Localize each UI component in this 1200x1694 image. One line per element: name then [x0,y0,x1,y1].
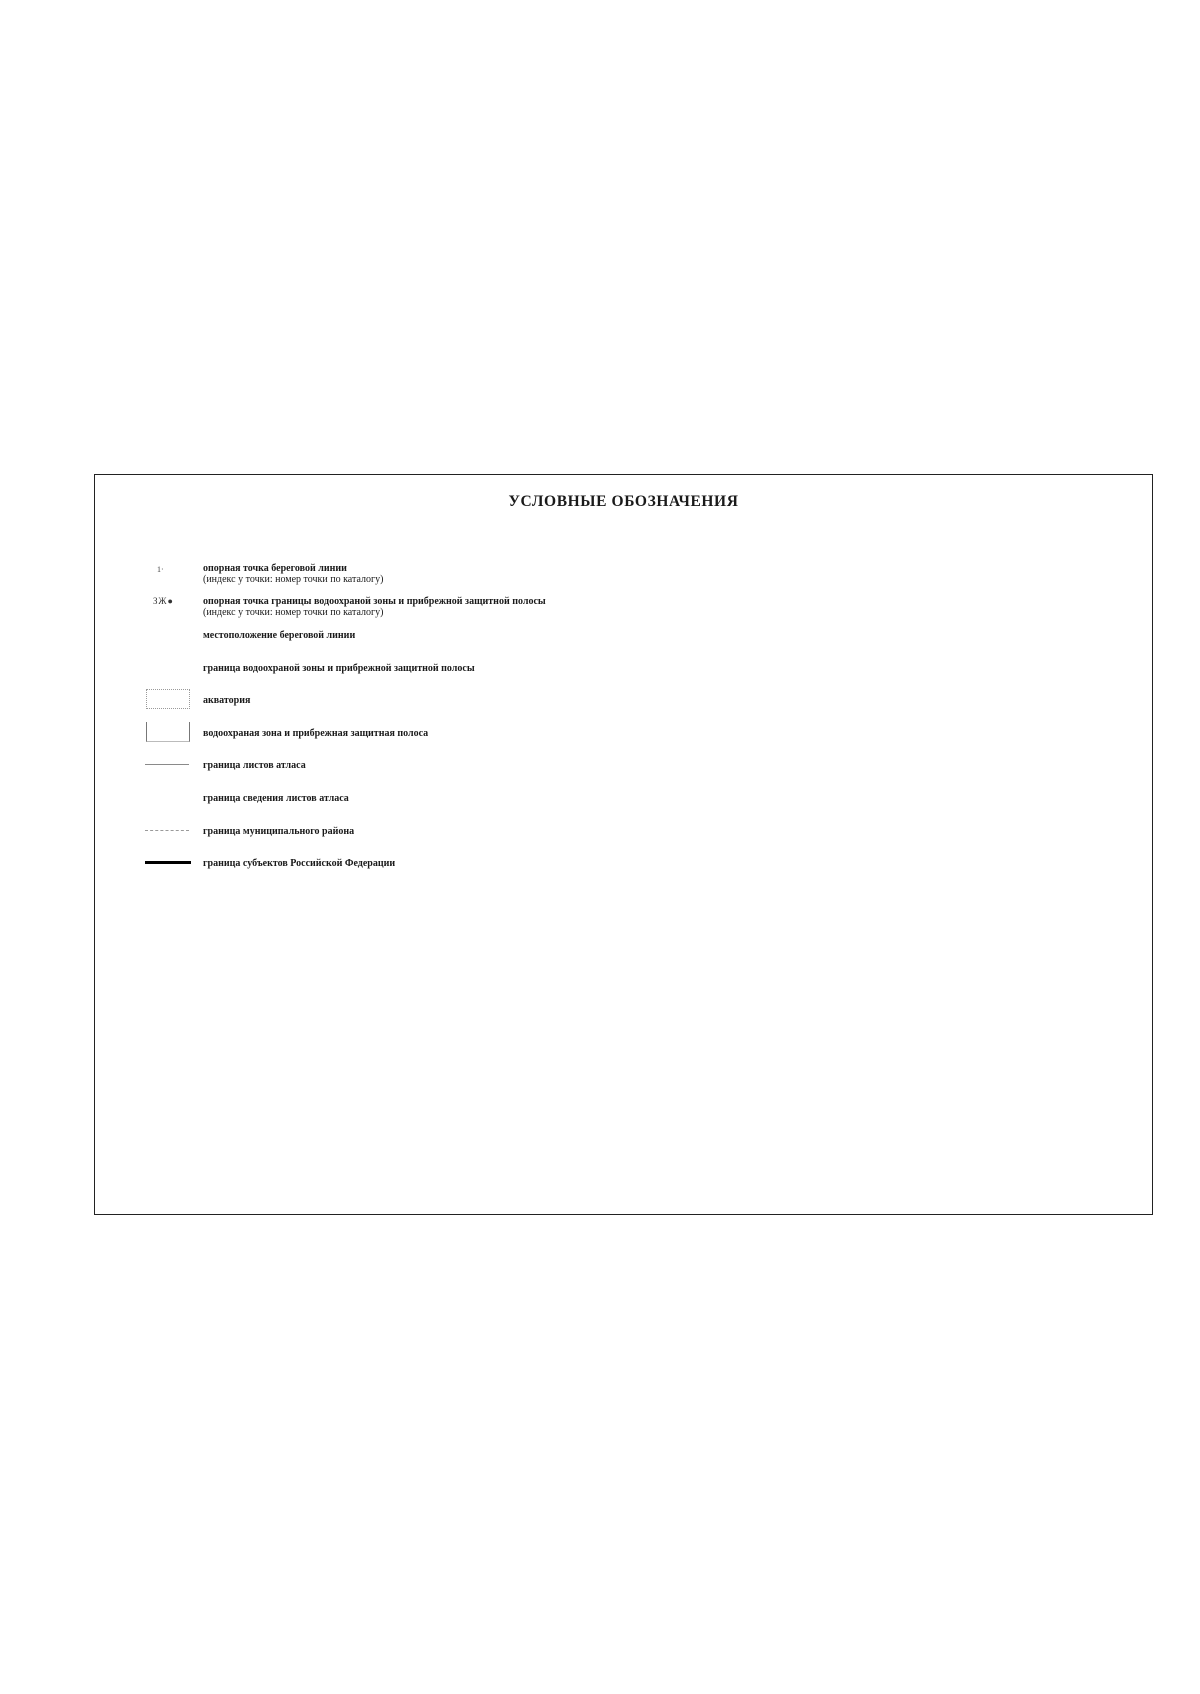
legend-item-title: местоположение береговой линии [203,630,356,641]
legend-item-title: граница субъектов Российской Федерации [203,858,396,869]
zone-boundary-line-icon [145,663,187,685]
point-index-label: ЗЖ● [153,596,174,606]
point-cross-icon [145,596,187,618]
legend-item-subtitle: (индекс у точки: номер точки по каталогу) [203,574,384,585]
thin-line-swatch [145,764,189,765]
zone-area-swatch [146,722,190,742]
legend-item-label [203,563,383,585]
dashed-line-swatch [145,830,189,831]
dotted-area-swatch [146,689,190,709]
legend-item-title: водоохраная зона и прибрежная защитная полоса [203,728,429,739]
legend-item-title: опорная точка границы водоохраной зоны и прибрежной защитной полосы [203,596,546,607]
legend-item-title: граница сведения листов атласа [203,793,349,804]
dashed-line-icon [145,821,187,843]
legend-item-title: акватория [203,695,251,706]
legend-item-subtitle: (индекс у точки: номер точки по каталогу) [203,607,384,618]
zone-area-icon [145,722,187,744]
legend-item-title: граница водоохраной зоны и прибрежной защитной полосы [203,663,475,674]
thick-line-swatch [145,861,191,864]
thick-line-icon [145,853,187,875]
legend-title: УСЛОВНЫЕ ОБОЗНАЧЕНИЯ [508,493,739,510]
legend-frame [94,474,1153,1215]
point-index-label: 1· [157,565,164,574]
shoreline-line-icon [145,630,187,652]
point-small-icon [145,563,187,585]
legend-item-title: граница муниципального района [203,826,355,837]
legend-item-title: опорная точка береговой линии [203,563,347,574]
legend-item-label [203,596,546,618]
dotted-area-icon [145,689,187,711]
thin-line-icon [145,755,187,777]
legend-item-title: граница листов атласа [203,760,306,771]
sheet-join-line-icon [145,788,187,810]
